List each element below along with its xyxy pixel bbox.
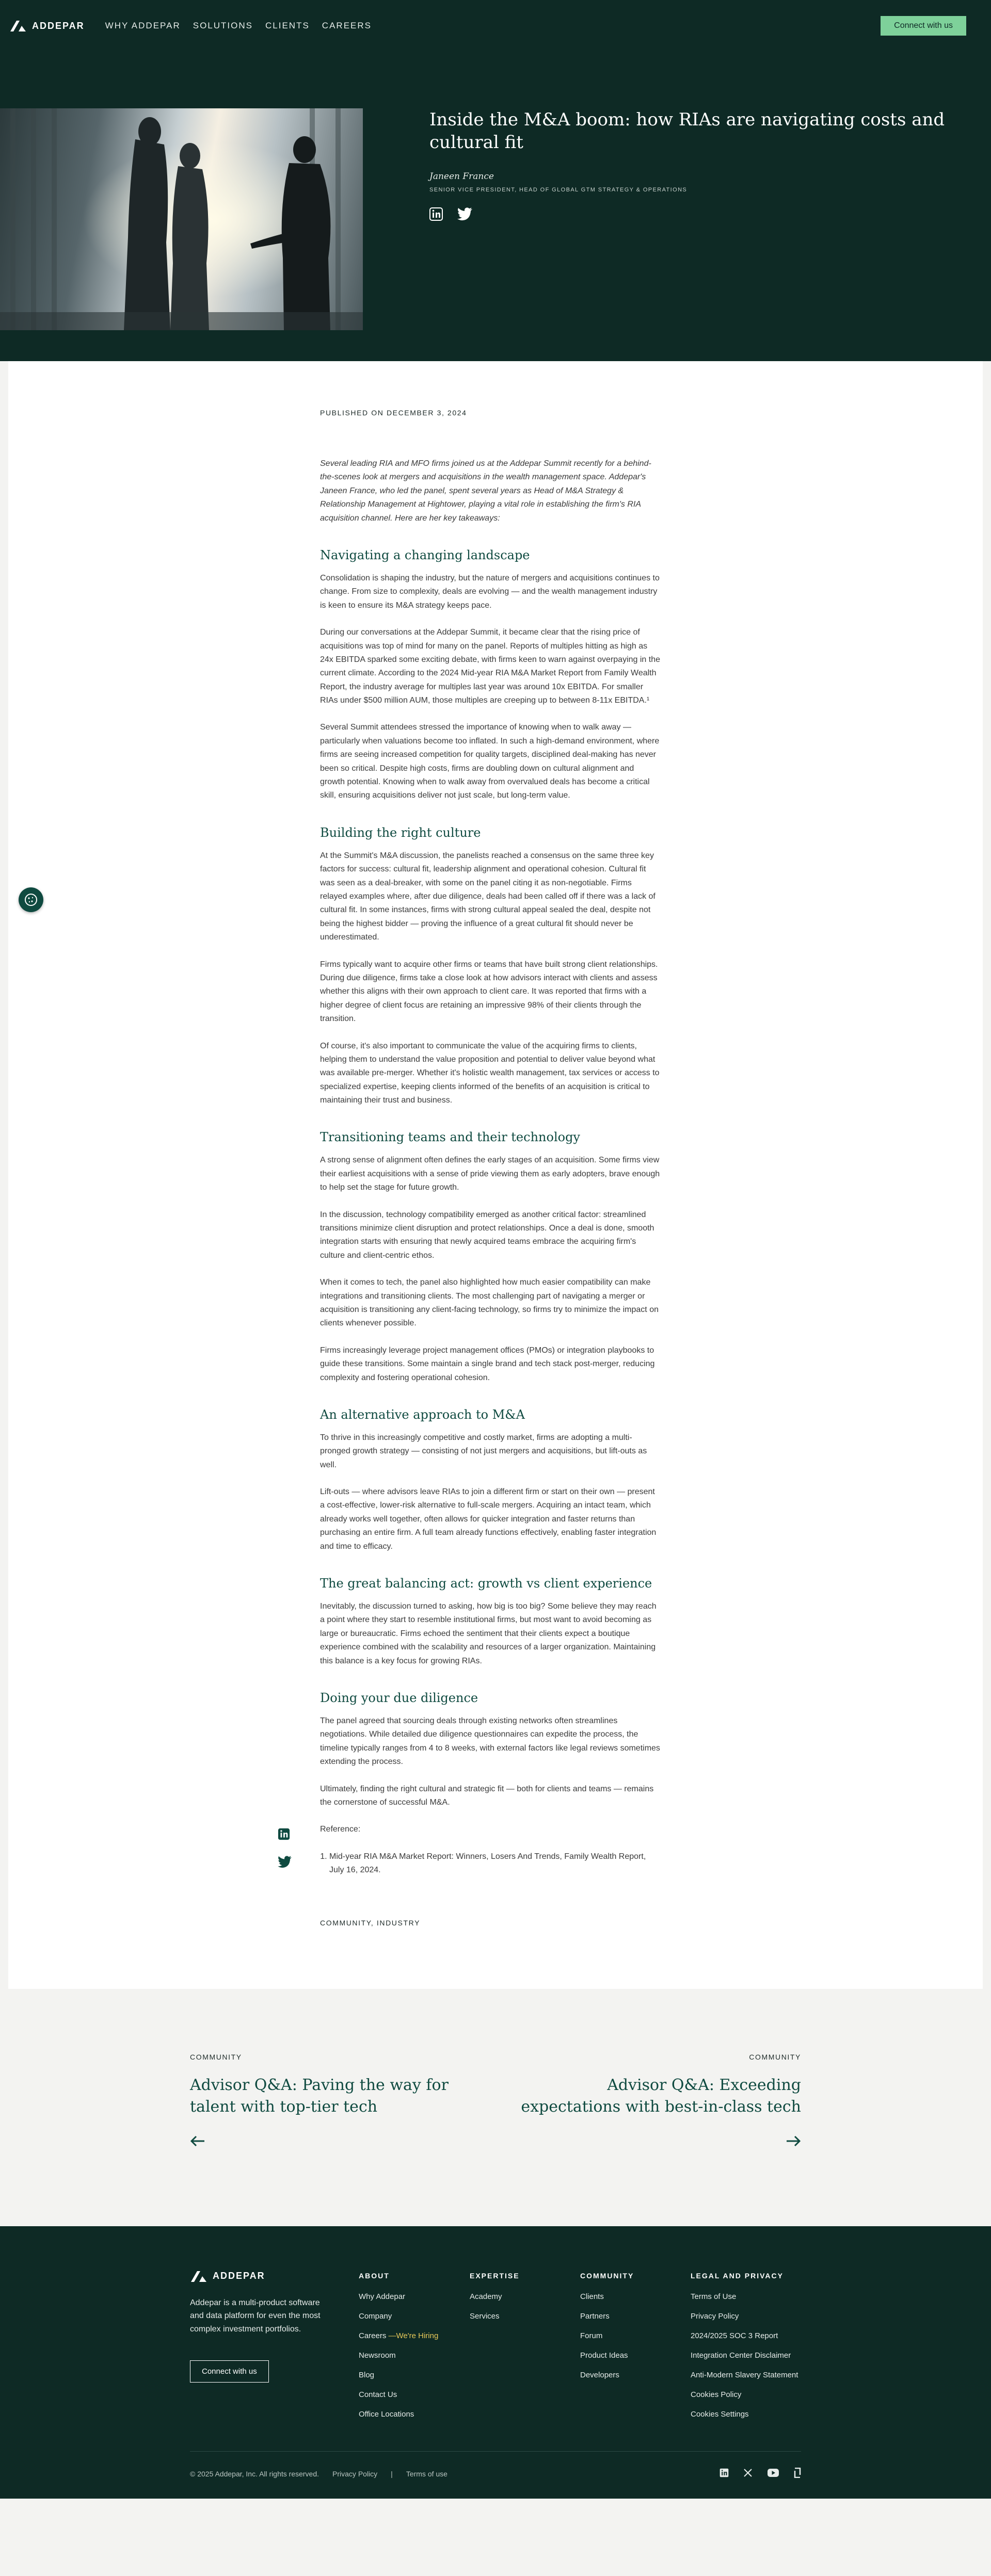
section-heading: An alternative approach to M&A: [320, 1407, 525, 1422]
cookie-settings-button[interactable]: [19, 887, 43, 912]
footer-link[interactable]: Blog: [359, 2370, 375, 2379]
nav-solutions[interactable]: SOLUTIONS: [193, 21, 253, 30]
section-heading: Building the right culture: [320, 825, 481, 840]
footer-divider: [190, 2451, 801, 2452]
top-nav: [0, 0, 991, 52]
nav-clients[interactable]: CLIENTS: [265, 21, 310, 30]
linkedin-icon[interactable]: [278, 1828, 290, 1840]
footer-bottom: [190, 2470, 447, 2478]
addepar-logo-icon: [190, 2270, 207, 2283]
article-content: [320, 409, 661, 1927]
footer-link[interactable]: Anti-Modern Slavery Statement: [691, 2370, 798, 2379]
footer-logo-text: ADDEPAR: [213, 2271, 265, 2281]
logo[interactable]: [9, 19, 85, 33]
section-heading: Navigating a changing landscape: [320, 547, 530, 562]
hero-image: [0, 108, 363, 330]
footer-link[interactable]: Academy: [470, 2292, 502, 2301]
paragraph: Several Summit attendees stressed the importance of knowing when to walk away — particularly when valuations become too inflated. In such a high-demand environment, where firms are seeing increased competition for quality targets, disciplined deal-making has never been so critical. Despite high costs, firms are doubling down on cultural alignment and growth potential. Knowing when to walk away from overvalued deals has become a critical skill, ensuring acquisitions deliver not just scale, but long-term value.: [320, 723, 660, 800]
hero-social-share: [429, 207, 946, 221]
paragraph: Consolidation is shaping the industry, but the nature of mergers and acquisitions continues to change. From size to complexity, deals are evolving — and the wealth management industry is keen to ensure its M&A strategy keeps pace.: [320, 573, 660, 610]
paragraph: Lift-outs — where advisors leave RIAs to join a different firm or start on their own — present a cost-effective, lower-risk alternative to full-scale mergers. Acquiring an intact team, which already works well together, often allows for quicker integration and faster returns than purchasing an entire firm. A full team already functions effectively, enabling faster integration and time to efficacy.: [320, 1487, 657, 1551]
reference-list: [320, 1850, 661, 1877]
footer-col-title: EXPERTISE: [470, 2271, 520, 2280]
footer-link[interactable]: Careers: [359, 2331, 387, 2340]
copyright: © 2025 Addepar, Inc. All rights reserved.: [190, 2469, 319, 2478]
article-intro: Several leading RIA and MFO firms joined us at the Addepar Summit recently for a behind-the-scenes look at mergers and acquisitions in the wealth management space. Addepar's Janeen France, who led the panel, spent several years as Head of M&A Strategy & Relationship Management at Hightower, playing a vital role in establishing the firm's RIA acquisition channel. Here are her key takeaways:: [320, 459, 651, 523]
section-heading: Transitioning teams and their technology: [320, 1130, 580, 1145]
footer-description: Addepar is a multi-product software and data platform for even the most complex investment portfolios.: [190, 2298, 321, 2334]
footer-link[interactable]: Partners: [580, 2311, 610, 2321]
footer-link[interactable]: Company: [359, 2311, 392, 2321]
hero-section: [0, 0, 991, 361]
paragraph: To thrive in this increasingly competitive and costly market, firms are adopting a multi-pronged growth strategy — consisting of not just mergers and acquisitions, but lift-outs as well.: [320, 1433, 647, 1469]
addepar-logo-icon: [9, 19, 27, 33]
paragraph: Ultimately, finding the right cultural and strategic fit — both for clients and teams — remains the cornerstone of successful M&A.: [320, 1784, 654, 1807]
separator: |: [391, 2469, 393, 2478]
footer-link[interactable]: Developers: [580, 2370, 619, 2379]
related-articles: [0, 1989, 991, 2226]
footer: [0, 2226, 991, 2499]
privacy-link[interactable]: Privacy Policy: [332, 2469, 378, 2478]
footer-link[interactable]: Product Ideas: [580, 2351, 628, 2360]
paragraph: The panel agreed that sourcing deals through existing networks often streamlines negotiations. While detailed due diligence questionnaires can expedite the process, the timeline typically ranges from 4 to 8 weeks, with external factors like legal reviews sometimes extending the process.: [320, 1716, 660, 1767]
footer-col-about: [359, 2272, 438, 2428]
footer-link[interactable]: Services: [470, 2311, 500, 2321]
footer-link-careers[interactable]: [359, 2330, 438, 2341]
footer-link[interactable]: Integration Center Disclaimer: [691, 2351, 791, 2360]
youtube-icon[interactable]: [767, 2468, 779, 2477]
footer-col-legal: [691, 2272, 804, 2428]
paragraph: Inevitably, the discussion turned to asking, how big is too big? Some believe they may reach a point where they start to resemble institutional firms, but most want to avoid becoming as large or bureaucratic. Firms echoed the sentiment that their clients expect a boutique experience combined with the scalability and resources of a larger organization. Maintaining this balance is a key focus for growing RIAs.: [320, 1602, 657, 1665]
terms-link[interactable]: Terms of use: [406, 2469, 447, 2478]
author-name: Janeen France: [429, 171, 494, 182]
paragraph: When it comes to tech, the panel also highlighted how much easier compatibility can make integrations and transitioning clients. The most challenging part of navigating a merger or acquisition is transitioning any client-facing technology, so firms try to minimize the impact on clients whenever possible.: [320, 1278, 659, 1328]
twitter-icon[interactable]: [278, 1856, 292, 1868]
section-heading: The great balancing act: growth vs client experience: [320, 1576, 652, 1591]
article-tags[interactable]: COMMUNITY, INDUSTRY: [320, 1918, 421, 1927]
nav-links: [105, 21, 372, 31]
next-article-title[interactable]: Advisor Q&A: Exceeding expectations with best-in-class tech: [521, 2076, 801, 2116]
footer-col-expertise: [470, 2272, 520, 2330]
linkedin-icon[interactable]: [429, 207, 443, 221]
paragraph: A strong sense of alignment often defines the early stages of an acquisition. Some firms view their earliest acquisitions with a sense of pride viewing them as early adopters, brave enough to help set the stage for future growth.: [320, 1156, 660, 1192]
glassdoor-icon[interactable]: [794, 2468, 801, 2478]
section-heading: Doing your due diligence: [320, 1691, 478, 1705]
twitter-icon[interactable]: [457, 207, 473, 221]
article-body: [8, 361, 983, 1989]
footer-link[interactable]: Newsroom: [359, 2351, 396, 2360]
author-role: SENIOR VICE PRESIDENT, HEAD OF GLOBAL GTM STRATEGY & OPERATIONS: [429, 187, 688, 193]
handshake-photo: [0, 108, 363, 330]
reference-item: 1. Mid-year RIA M&A Market Report: Winners, Losers And Trends, Family Wealth Report, July 16, 2024.: [329, 1850, 661, 1877]
paragraph: Firms increasingly leverage project management offices (PMOs) or integration playbooks to guide these transitions. Some maintain a single brand and tech stack post-merger, reducing complexity and fostering operational cohesion.: [320, 1346, 655, 1382]
connect-button[interactable]: Connect with us: [881, 16, 966, 36]
nav-careers[interactable]: CAREERS: [322, 21, 372, 30]
paragraph: During our conversations at the Addepar Summit, it became clear that the rising price of acquisitions was top of mind for many on the panel. Reports of multiples hitting as high as 24x EBITDA sparked some exciting debate, with firms keen to warn against overpaying in the current climate. According to the 2024 Mid-year RIA M&A Market Report from Family Wealth Report, the industry average for multiples last year was around 10x EBITDA. For smaller RIAs under $500 million AUM, those multiples are creeping up to between 8-11x EBITDA.¹: [320, 628, 661, 705]
footer-link[interactable]: Clients: [580, 2292, 604, 2301]
footer-link[interactable]: Contact Us: [359, 2390, 397, 2399]
reference-label: Reference:: [320, 1825, 361, 1834]
footer-brand: [190, 2270, 324, 2383]
footer-connect-button[interactable]: Connect with us: [190, 2360, 269, 2383]
prev-article-category: COMMUNITY: [190, 2052, 242, 2061]
article-title: Inside the M&A boom: how RIAs are navigating costs and cultural fit: [429, 109, 945, 153]
arrow-right-icon[interactable]: [786, 2135, 801, 2147]
paragraph: In the discussion, technology compatibility emerged as another critical factor: streamlined transitions minimize client disruption and protect relationships. Once a deal is done, smooth integration starts with ensuring that newly acquired teams embrace the acquiring firm's culture and client-centric ethos.: [320, 1210, 654, 1260]
paragraph: Of course, it's also important to communicate the value of the acquiring firms to clients, helping them to understand the value proposition and potential to deliver value beyond what was available pre-merger. Whether it's holistic wealth management, tax services or access to specialized expertise, keeping clients informed of the benefits of an acquisition is critical to maintaining their trust and business.: [320, 1041, 660, 1105]
prev-article[interactable]: [190, 2053, 479, 2149]
next-article[interactable]: [512, 2053, 801, 2149]
cookie-icon: [24, 893, 38, 907]
prev-article-title[interactable]: Advisor Q&A: Paving the way for talent with top-tier tech: [190, 2076, 449, 2116]
paragraph: Firms typically want to acquire other firms or teams that have built strong client relationships. During due diligence, firms take a close look at how advisors interact with clients and assess whether this aligns with their own approach to client care. It was reported that firms with a higher degree of client focus are retaining an impressive 98% of their clients through the transition.: [320, 960, 658, 1024]
footer-link[interactable]: 2024/2025 SOC 3 Report: [691, 2331, 778, 2340]
side-social-share: [278, 1828, 292, 1868]
paragraph: At the Summit's M&A discussion, the panelists reached a consensus on the same three key factors for success: cultural fit, leadership alignment and operational cohesion. Cultural fit was seen as a deal-breaker, with some on the panel citing it as non-negotiable. Firms relayed examples where, after due diligence, deals had been called off if there was a lack of cultural fit. In some instances, firms with strong cultural appeal sealed the deal, despite not being the highest bidder — proving the influence of a great cultural fit should never be underestimated.: [320, 851, 656, 942]
logo-text: ADDEPAR: [32, 20, 85, 31]
hero-text: [429, 108, 946, 221]
nav-why-addepar[interactable]: WHY ADDEPAR: [105, 21, 181, 30]
footer-link[interactable]: Why Addepar: [359, 2292, 406, 2301]
footer-link[interactable]: Cookies Policy: [691, 2390, 742, 2399]
footer-col-title: COMMUNITY: [580, 2271, 634, 2280]
article-wrap: [0, 361, 991, 2226]
footer-col-title: ABOUT: [359, 2271, 390, 2280]
footer-link[interactable]: Privacy Policy: [691, 2311, 739, 2321]
footer-link[interactable]: Terms of Use: [691, 2292, 737, 2301]
published-date: PUBLISHED ON DECEMBER 3, 2024: [320, 409, 467, 417]
arrow-left-icon[interactable]: [190, 2135, 205, 2147]
x-icon[interactable]: [743, 2468, 753, 2477]
footer-col-community: [580, 2272, 634, 2389]
linkedin-icon[interactable]: [720, 2468, 729, 2477]
footer-link[interactable]: Forum: [580, 2331, 603, 2340]
footer-col-title: LEGAL AND PRIVACY: [691, 2271, 784, 2280]
hiring-badge[interactable]: —We're Hiring: [388, 2331, 439, 2340]
footer-link[interactable]: Office Locations: [359, 2409, 414, 2419]
footer-link[interactable]: Cookies Settings: [691, 2409, 749, 2419]
footer-logo[interactable]: [190, 2270, 324, 2283]
footer-social: [720, 2468, 801, 2478]
next-article-category: COMMUNITY: [749, 2052, 801, 2061]
